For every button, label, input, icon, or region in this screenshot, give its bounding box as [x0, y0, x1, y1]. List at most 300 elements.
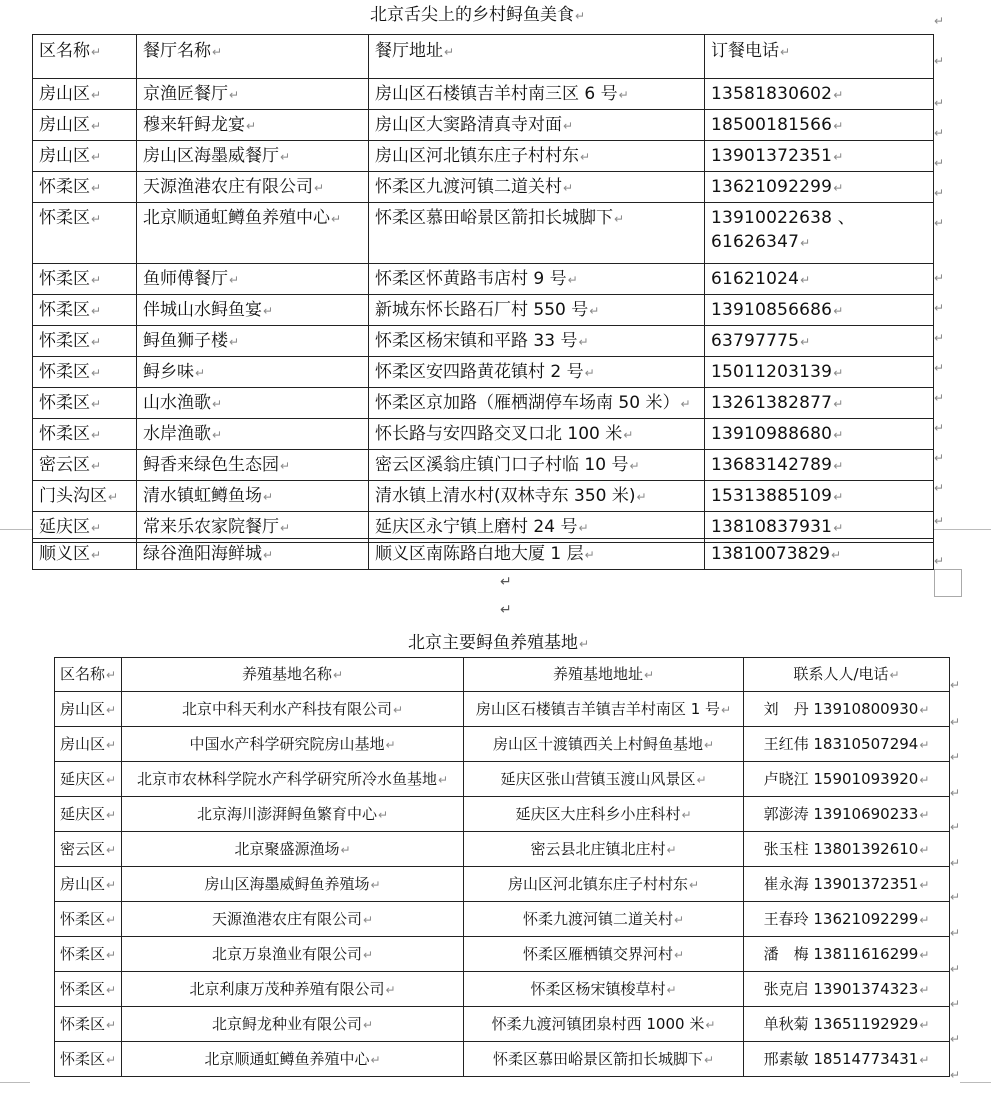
cell-end-mark: ↵ — [444, 45, 455, 59]
cell-end-mark: ↵ — [362, 947, 374, 962]
cell-text: 怀柔区慕田峪景区箭扣长城脚下 — [492, 1049, 703, 1068]
cell-text: 怀柔区 — [59, 944, 105, 963]
table-row — [33, 419, 934, 450]
cell-text: 怀柔区 — [59, 979, 105, 998]
cell-end-mark: ↵ — [563, 119, 574, 133]
table-cell — [744, 867, 950, 902]
table-cell — [369, 79, 705, 110]
cell-end-mark: ↵ — [280, 150, 291, 164]
table-cell — [369, 388, 705, 419]
table-row — [55, 762, 950, 797]
cell-end-mark: ↵ — [614, 212, 625, 226]
row-end-mark: ↵ — [934, 421, 945, 435]
table-cell — [464, 797, 744, 832]
cell-end-mark: ↵ — [919, 737, 930, 752]
row-end-mark: ↵ — [950, 1032, 961, 1046]
cell-end-mark: ↵ — [392, 702, 404, 717]
table-cell — [33, 141, 137, 172]
table-row — [33, 539, 934, 570]
cell-end-mark: ↵ — [833, 521, 844, 535]
cell-end-mark: ↵ — [629, 459, 640, 473]
cell-text: 天源渔港农庄有限公司 — [211, 909, 362, 928]
cell-end-mark: ↵ — [91, 521, 102, 535]
table-cell — [55, 762, 122, 797]
cell-end-mark: ↵ — [636, 490, 647, 504]
cell-end-mark: ↵ — [105, 1017, 117, 1032]
table-cell — [55, 1042, 122, 1077]
cell-end-mark: ↵ — [919, 947, 930, 962]
cell-text: 怀柔区 — [39, 331, 90, 351]
table-row — [33, 481, 934, 512]
cell-end-mark: ↵ — [91, 150, 102, 164]
table-cell — [122, 658, 464, 692]
cell-text: 密云区 — [39, 455, 90, 475]
table-cell — [33, 203, 137, 264]
cell-end-mark: ↵ — [91, 45, 102, 59]
cell-text: 卢晓江 15901093920 — [763, 769, 919, 788]
cell-text: 房山区海墨威餐厅 — [143, 146, 279, 166]
table-row — [33, 79, 934, 110]
cell-text: 延庆区永宁镇上磨村 24 号 — [375, 517, 578, 537]
row-end-mark: ↵ — [934, 391, 945, 405]
table-cell — [464, 937, 744, 972]
table-row — [33, 264, 934, 295]
cell-text: 北京聚盛源渔场 — [234, 839, 340, 858]
cell-text: 13683142789 — [711, 455, 833, 475]
cell-text: 延庆区 — [39, 517, 90, 537]
table-cell — [744, 832, 950, 867]
cell-end-mark: ↵ — [919, 807, 930, 822]
cell-end-mark: ↵ — [108, 490, 119, 504]
cell-text: 怀柔区 — [59, 909, 105, 928]
table-cell — [744, 762, 950, 797]
table-cell — [33, 110, 137, 141]
cell-end-mark: ↵ — [385, 737, 396, 752]
cell-text: 潘 梅 13811616299 — [763, 944, 919, 963]
cell-text: 清水镇虹鳟鱼场 — [143, 486, 262, 506]
cell-end-mark: ↵ — [703, 1052, 715, 1067]
cell-end-mark: ↵ — [212, 45, 223, 59]
cell-end-mark: ↵ — [332, 668, 344, 682]
row-end-mark: ↵ — [950, 1068, 961, 1082]
table-cell — [55, 902, 122, 937]
table-row — [33, 141, 934, 172]
cell-text: 鲟香来绿色生态园 — [143, 455, 279, 475]
cell-end-mark: ↵ — [567, 273, 578, 287]
row-end-mark: ↵ — [934, 54, 945, 68]
table-cell — [369, 203, 705, 264]
cell-end-mark: ↵ — [673, 912, 685, 927]
cell-text: 怀柔区 — [59, 1049, 105, 1068]
cell-end-mark: ↵ — [919, 702, 930, 717]
cell-end-mark: ↵ — [833, 490, 844, 504]
cell-end-mark: ↵ — [563, 181, 574, 195]
table-row — [55, 867, 950, 902]
cell-text: 房山区大窦路清真寺对面 — [375, 115, 562, 135]
table-cell — [369, 35, 705, 79]
cell-text: 13910856686 — [711, 300, 833, 320]
cell-text: 清水镇上清水村(双林寺东 350 米) — [375, 486, 636, 506]
cell-text: 13810837931 — [711, 517, 833, 537]
table-cell — [369, 419, 705, 450]
cell-text: 房山区 — [59, 874, 105, 893]
cell-end-mark: ↵ — [688, 877, 700, 892]
table-cell — [33, 264, 137, 295]
table-cell — [55, 832, 122, 867]
cell-end-mark: ↵ — [584, 366, 595, 380]
row-end-mark: ↵ — [934, 331, 945, 345]
table-cell: 顺义区↵ — [33, 539, 137, 570]
cell-text: 18500181566 — [711, 115, 833, 135]
table-cell — [744, 937, 950, 972]
cell-end-mark: ↵ — [666, 842, 677, 857]
cell-text: 怀柔区怀黄路韦店村 9 号 — [375, 269, 567, 289]
cell-text: 鲟鱼狮子楼 — [143, 331, 228, 351]
table-cell — [33, 172, 137, 203]
cell-end-mark: ↵ — [833, 119, 844, 133]
cell-end-mark: ↵ — [105, 772, 117, 787]
cell-text: 房山区 — [59, 699, 105, 718]
cell-end-mark: ↵ — [696, 772, 707, 787]
cell-end-mark: ↵ — [105, 947, 117, 962]
cell-end-mark: ↵ — [91, 273, 102, 287]
cell-text: 13910988680 — [711, 424, 833, 444]
cell-text: 密云区溪翁庄镇门口子村临 10 号 — [375, 455, 629, 475]
cell-text: 13901372351 — [711, 146, 833, 166]
row-end-mark: ↵ — [934, 126, 945, 140]
cell-text: 区名称 — [39, 41, 90, 61]
cell-text: 密云县北庄镇北庄村 — [530, 839, 666, 858]
cell-text: 王红伟 18310507294 — [763, 734, 919, 753]
row-end-mark: ↵ — [934, 271, 945, 285]
cell-text: 门头沟区 — [39, 486, 107, 506]
cell-text: 水岸渔歌 — [143, 424, 211, 444]
row-end-mark: ↵ — [950, 786, 961, 800]
table-cell — [55, 867, 122, 902]
cell-text: 崔永海 13901372351 — [763, 874, 919, 893]
cell-end-mark: ↵ — [362, 1017, 374, 1032]
cell-text: 怀柔区安四路黄花镇村 2 号 — [375, 362, 584, 382]
cell-end-mark: ↵ — [919, 772, 930, 787]
table-cell — [33, 79, 137, 110]
cell-text: 中国水产科学研究院房山基地 — [189, 734, 385, 753]
cell-end-mark: ↵ — [246, 119, 257, 133]
cell-end-mark: ↵ — [105, 877, 117, 892]
cell-end-mark: ↵ — [680, 397, 691, 411]
cell-text: 怀柔区 — [39, 362, 90, 382]
cell-end-mark: ↵ — [833, 397, 844, 411]
table-cell — [369, 110, 705, 141]
table-cell — [369, 450, 705, 481]
page-break-line — [960, 1082, 991, 1083]
cell-text: 延庆区 — [59, 769, 105, 788]
cell-text: 新城东怀长路石厂村 550 号 — [375, 300, 589, 320]
cell-text: 13910022638 、 — [711, 208, 855, 228]
table-row — [55, 972, 950, 1007]
row-end-mark: ↵ — [934, 216, 945, 230]
cell-text: 张克启 13901374323 — [763, 979, 919, 998]
table-cell: 顺义区南陈路白地大厦 1 层↵ — [369, 539, 705, 570]
cell-end-mark: ↵ — [833, 459, 844, 473]
table-cell — [369, 481, 705, 512]
cell-end-mark: ↵ — [195, 366, 206, 380]
cell-end-mark: ↵ — [105, 668, 117, 682]
table-cell — [464, 867, 744, 902]
row-end-mark: ↵ — [934, 186, 945, 200]
table-cell — [122, 867, 464, 902]
cell-end-mark: ↵ — [919, 1017, 930, 1032]
cell-end-mark: ↵ — [91, 212, 102, 226]
cell-text: 王春玲 13621092299 — [763, 909, 919, 928]
cell-text: 房山区 — [39, 146, 90, 166]
table-cell — [464, 1042, 744, 1077]
table-cell — [122, 692, 464, 727]
cell-end-mark: ↵ — [666, 982, 677, 997]
row-end-mark: ↵ — [950, 962, 961, 976]
cell-end-mark: ↵ — [91, 335, 102, 349]
table-cell — [122, 902, 464, 937]
cell-text: 邢素敏 18514773431 — [763, 1049, 919, 1068]
cell-text: 13261382877 — [711, 393, 833, 413]
cell-text: 61626347 — [711, 232, 800, 252]
cell-text: 怀柔区 — [39, 208, 90, 228]
cell-end-mark: ↵ — [212, 428, 223, 442]
cell-end-mark: ↵ — [280, 521, 291, 535]
row-end-mark: ↵ — [950, 926, 961, 940]
table-cell — [705, 172, 934, 203]
restaurant-table-continued — [32, 538, 934, 570]
table-cell — [137, 481, 369, 512]
cell-end-mark: ↵ — [105, 737, 117, 752]
table-cell — [137, 357, 369, 388]
cell-end-mark: ↵ — [833, 304, 844, 318]
cell-text: 区名称 — [59, 665, 105, 683]
cell-end-mark: ↵ — [263, 490, 274, 504]
cell-text: 鲟乡味 — [143, 362, 194, 382]
cell-text: 刘 丹 13910800930 — [763, 699, 919, 718]
table-cell — [137, 264, 369, 295]
cell-end-mark: ↵ — [229, 88, 240, 102]
table-cell — [122, 937, 464, 972]
cell-text: 房山区 — [39, 115, 90, 135]
cell-end-mark: ↵ — [800, 273, 811, 287]
cell-text: 怀柔区 — [39, 424, 90, 444]
table-cell — [705, 388, 934, 419]
row-end-mark: ↵ — [950, 856, 961, 870]
cell-text: 郭澎涛 13910690233 — [763, 804, 919, 823]
cell-end-mark: ↵ — [91, 366, 102, 380]
farm-table — [54, 657, 950, 1077]
cell-text: 怀柔区雁栖镇交界河村 — [522, 944, 673, 963]
paragraph-mark: ↵ — [500, 574, 512, 590]
farm-table-title: 北京主要鲟鱼养殖基地↵ — [408, 633, 590, 653]
cell-end-mark: ↵ — [105, 1052, 117, 1067]
cell-end-mark: ↵ — [833, 150, 844, 164]
table-row — [33, 295, 934, 326]
table-cell — [33, 388, 137, 419]
table-cell — [744, 972, 950, 1007]
table-cell — [744, 1007, 950, 1042]
table-row — [55, 937, 950, 972]
table-cell — [122, 727, 464, 762]
cell-end-mark: ↵ — [705, 1017, 716, 1032]
table-cell — [369, 357, 705, 388]
row-end-mark: ↵ — [934, 96, 945, 110]
table-cell — [33, 35, 137, 79]
cell-end-mark: ↵ — [643, 668, 655, 682]
cell-end-mark: ↵ — [578, 521, 589, 535]
table-cell — [705, 481, 934, 512]
row-end-mark: ↵ — [950, 997, 961, 1011]
cell-end-mark: ↵ — [314, 181, 325, 195]
cell-text: 61621024 — [711, 269, 800, 289]
cell-text: 京渔匠餐厅 — [143, 84, 228, 104]
table-cell — [33, 295, 137, 326]
cell-text: 怀柔九渡河镇团泉村西 1000 米 — [491, 1014, 705, 1033]
cell-text: 房山区河北镇东庄子村村东 — [375, 146, 579, 166]
cell-text: 北京顺通虹鳟鱼养殖中心 — [143, 208, 330, 228]
cell-end-mark: ↵ — [721, 702, 732, 717]
cell-text: 63797775 — [711, 331, 800, 351]
table-row — [33, 203, 934, 264]
row-end-mark: ↵ — [934, 451, 945, 465]
cell-text: 常来乐农家院餐厅 — [143, 517, 279, 537]
cell-end-mark: ↵ — [105, 807, 117, 822]
table-row — [55, 797, 950, 832]
table-cell — [55, 658, 122, 692]
cell-text: 联系人人/电话 — [793, 665, 889, 683]
cell-text: 15313885109 — [711, 486, 833, 506]
cell-text: 北京顺通虹鳟鱼养殖中心 — [204, 1049, 370, 1068]
cell-end-mark: ↵ — [703, 737, 715, 752]
cell-text: 养殖基地名称 — [241, 665, 332, 683]
cell-end-mark: ↵ — [212, 397, 223, 411]
cell-text: 13621092299 — [711, 177, 833, 197]
table-cell — [464, 902, 744, 937]
table-cell — [33, 481, 137, 512]
table-cell — [464, 727, 744, 762]
table-row — [55, 1042, 950, 1077]
cell-end-mark: ↵ — [919, 842, 930, 857]
cell-text: 怀柔区杨宋镇和平路 33 号 — [375, 331, 578, 351]
table-cell — [369, 295, 705, 326]
table-row — [55, 1007, 950, 1042]
cell-end-mark: ↵ — [280, 459, 291, 473]
cell-end-mark: ↵ — [91, 428, 102, 442]
cell-text: 怀柔区 — [39, 300, 90, 320]
cell-end-mark: ↵ — [833, 88, 844, 102]
cell-end-mark: ↵ — [919, 982, 930, 997]
table-cell — [744, 727, 950, 762]
table-row — [33, 326, 934, 357]
table-row — [33, 357, 934, 388]
table-cell — [464, 658, 744, 692]
cell-text: 怀柔区 — [59, 1014, 105, 1033]
table-cell — [137, 388, 369, 419]
table-cell — [705, 295, 934, 326]
row-end-mark: ↵ — [934, 14, 945, 28]
cell-end-mark: ↵ — [91, 397, 102, 411]
cell-text: 北京利康万茂种养殖有限公司 — [189, 979, 385, 998]
restaurant-table — [32, 34, 934, 543]
cell-end-mark: ↵ — [91, 119, 102, 133]
cell-end-mark: ↵ — [91, 181, 102, 195]
table-cell — [464, 762, 744, 797]
table-row — [33, 172, 934, 203]
table-cell — [137, 141, 369, 172]
table-cell — [464, 972, 744, 1007]
table-row — [55, 692, 950, 727]
table-cell: 13810073829↵ — [705, 539, 934, 570]
table-cell — [137, 172, 369, 203]
table-cell — [369, 141, 705, 172]
page-break-line — [934, 529, 991, 530]
cell-text: 伴城山水鲟鱼宴 — [143, 300, 262, 320]
table-cell: 绿谷渔阳海鲜城↵ — [137, 539, 369, 570]
cell-text: 延庆区张山营镇玉渡山风景区 — [500, 769, 696, 788]
cell-end-mark: ↵ — [385, 982, 396, 997]
cell-text: 房山区河北镇东庄子村村东 — [507, 874, 688, 893]
cell-end-mark: ↵ — [618, 88, 629, 102]
table-cell — [55, 1007, 122, 1042]
table-cell — [369, 264, 705, 295]
cell-text: 怀柔区 — [39, 177, 90, 197]
cell-text: 房山区石楼镇吉羊镇吉羊村南区 1 号 — [475, 699, 721, 718]
table-cell — [122, 762, 464, 797]
cell-end-mark: ↵ — [91, 304, 102, 318]
cell-text: 北京海川澎湃鲟鱼繁育中心 — [196, 804, 377, 823]
row-end-mark: ↵ — [950, 890, 961, 904]
table-cell — [122, 1042, 464, 1077]
cell-text: 北京鲟龙种业有限公司 — [211, 1014, 362, 1033]
table-cell — [705, 141, 934, 172]
table-cell — [137, 203, 369, 264]
cell-text: 房山区十渡镇西关上村鲟鱼基地 — [492, 734, 703, 753]
cell-end-mark: ↵ — [105, 702, 117, 717]
cell-text: 天源渔港农庄有限公司 — [143, 177, 313, 197]
cell-end-mark: ↵ — [681, 807, 692, 822]
cell-end-mark: ↵ — [889, 668, 900, 682]
cell-end-mark: ↵ — [229, 335, 240, 349]
table-cell — [744, 692, 950, 727]
cell-text: 密云区 — [59, 839, 105, 858]
table-row — [55, 902, 950, 937]
cell-text: 餐厅名称 — [143, 41, 211, 61]
cell-end-mark: ↵ — [580, 150, 591, 164]
table-cell — [369, 326, 705, 357]
table-row — [55, 832, 950, 867]
cell-end-mark: ↵ — [91, 88, 102, 102]
cell-end-mark: ↵ — [623, 428, 634, 442]
cell-text: 餐厅地址 — [375, 41, 443, 61]
table-cell — [137, 295, 369, 326]
table-cell — [33, 450, 137, 481]
table-cell — [122, 1007, 464, 1042]
cell-end-mark: ↵ — [919, 912, 930, 927]
cell-text: 房山区 — [59, 734, 105, 753]
table-cell — [33, 326, 137, 357]
cell-text: 北京万泉渔业有限公司 — [211, 944, 362, 963]
table-cell — [137, 110, 369, 141]
cell-text: 延庆区大庄科乡小庄科村 — [515, 804, 681, 823]
table-cell — [705, 110, 934, 141]
table-cell — [55, 937, 122, 972]
cell-end-mark: ↵ — [377, 807, 389, 822]
cell-text: 房山区石楼镇吉羊村南三区 6 号 — [375, 84, 618, 104]
table-cell — [55, 692, 122, 727]
table-cell — [705, 326, 934, 357]
row-end-mark: ↵ — [934, 481, 945, 495]
